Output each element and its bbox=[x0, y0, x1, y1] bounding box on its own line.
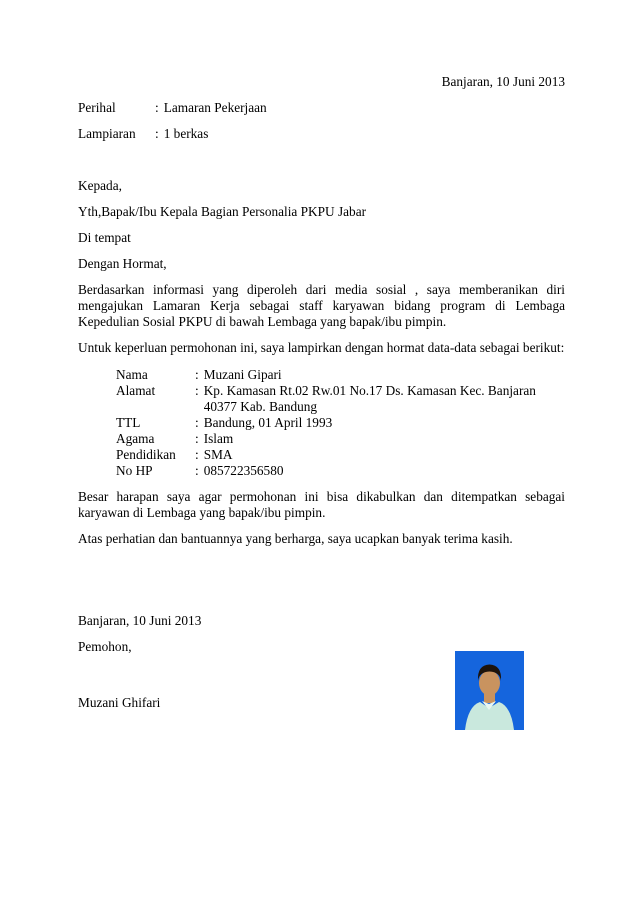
recipient-place: Di tempat bbox=[78, 230, 131, 245]
colon-separator: : bbox=[195, 367, 199, 382]
colon-separator: : bbox=[155, 126, 159, 141]
recipient-addressee: Yth,Bapak/Ibu Kepala Bagian Personalia PKPU Jabar bbox=[78, 204, 367, 219]
signature-name: Muzani Ghifari bbox=[78, 695, 161, 710]
recipient-kepada: Kepada, bbox=[78, 178, 122, 193]
photo-face bbox=[479, 671, 500, 696]
field-label-pendidikan: Pendidikan bbox=[116, 447, 176, 462]
closing-date: Banjaran, 10 Juni 2013 bbox=[78, 613, 202, 628]
colon-separator: : bbox=[195, 431, 199, 446]
colon-separator: : bbox=[195, 415, 199, 430]
field-label-agama: Agama bbox=[116, 431, 155, 446]
colon-separator: : bbox=[195, 463, 199, 478]
field-row-ttl bbox=[116, 415, 565, 431]
paragraph-intro: Berdasarkan informasi yang diperoleh dari media sosial , saya memberanikan diri mengajukan Lamaran Kerja sebagai staff karyawan bidang program di Lembaga Kepedulian Sosial PKPU di bawah Lembaga yang bapak/ibu pimpin. bbox=[78, 282, 565, 329]
field-row-agama bbox=[116, 431, 565, 447]
paragraph-thanks: Atas perhatian dan bantuannya yang berharga, saya ucapkan banyak terima kasih. bbox=[78, 531, 513, 546]
field-label-nohp: No HP bbox=[116, 463, 153, 478]
field-row-pendidikan bbox=[116, 447, 565, 463]
colon-separator: : bbox=[195, 447, 199, 462]
meta-row-lampiaran bbox=[78, 126, 565, 142]
meta-value-perihal: Lamaran Pekerjaan bbox=[163, 100, 267, 115]
field-value-agama: Islam bbox=[203, 431, 234, 446]
colon-separator: : bbox=[195, 383, 199, 398]
field-value-pendidikan: SMA bbox=[203, 447, 233, 462]
salutation: Dengan Hormat, bbox=[78, 256, 167, 271]
letter-date: Banjaran, 10 Juni 2013 bbox=[441, 74, 565, 89]
field-label-alamat: Alamat bbox=[116, 383, 156, 398]
applicant-photo bbox=[455, 651, 524, 730]
field-row-alamat bbox=[116, 383, 565, 415]
closing-applicant-label: Pemohon, bbox=[78, 639, 132, 654]
field-label-nama: Nama bbox=[116, 367, 148, 382]
meta-label-lampiaran: Lampiaran bbox=[78, 126, 136, 141]
field-value-nohp: 085722356580 bbox=[203, 463, 284, 478]
meta-row-perihal bbox=[78, 100, 565, 116]
field-row-nohp bbox=[116, 463, 565, 479]
field-value-alamat: Kp. Kamasan Rt.02 Rw.01 No.17 Ds. Kamasan Kec. Banjaran 40377 Kab. Bandung bbox=[203, 383, 536, 414]
field-value-nama: Muzani Gipari bbox=[203, 367, 282, 382]
field-value-ttl: Bandung, 01 April 1993 bbox=[203, 415, 333, 430]
field-row-nama bbox=[116, 367, 565, 383]
paragraph-hope: Besar harapan saya agar permohonan ini bisa dikabulkan dan ditempatkan sebagai karyawan di Lembaga yang bapak/ibu pimpin. bbox=[78, 489, 565, 520]
colon-separator: : bbox=[155, 100, 159, 115]
meta-value-lampiaran: 1 berkas bbox=[163, 126, 209, 141]
personal-data-list bbox=[116, 367, 565, 479]
paragraph-attachment-intro: Untuk keperluan permohonan ini, saya lampirkan dengan hormat data-data sebagai berikut: bbox=[78, 340, 565, 355]
field-label-ttl: TTL bbox=[116, 415, 141, 430]
meta-label-perihal: Perihal bbox=[78, 100, 116, 115]
applicant-photo-graphic bbox=[455, 651, 524, 730]
